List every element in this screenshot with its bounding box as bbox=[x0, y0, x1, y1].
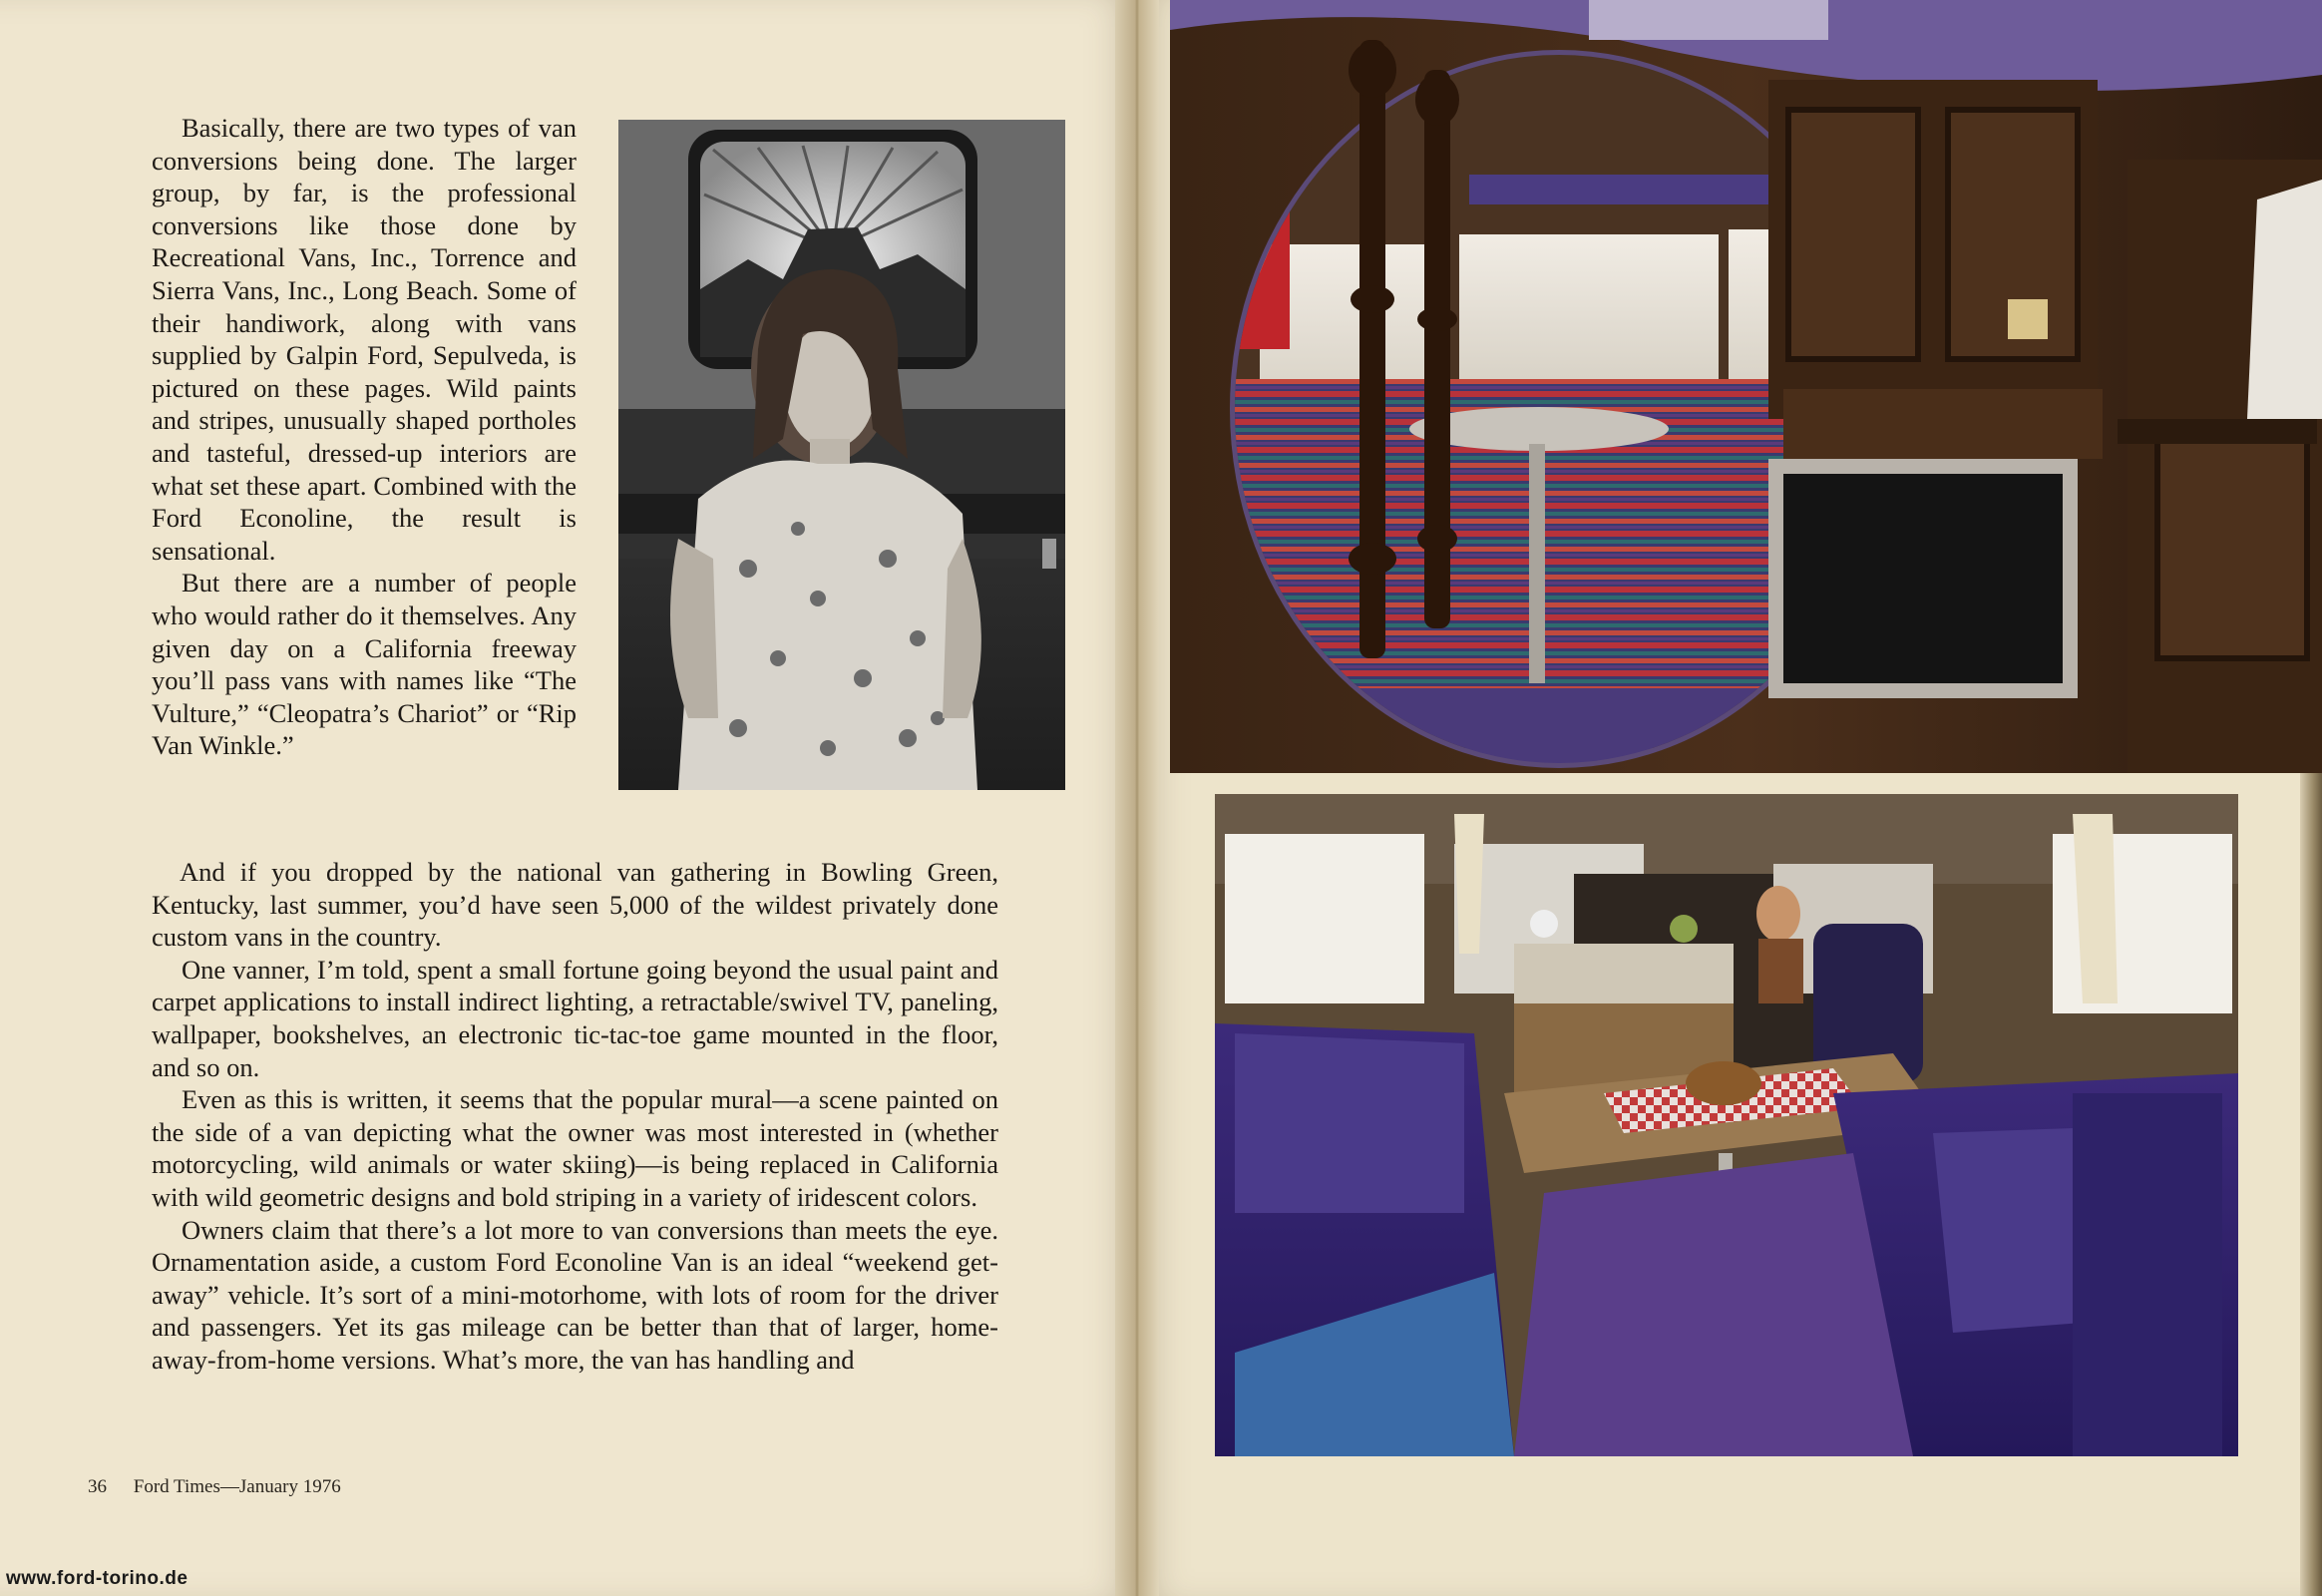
article-paragraph: Basically, there are two types of van conversions being done. The larger group, by far, is the professional conversions like those done by Recreational Vans, Inc., Torrence and Sierra Vans, Inc., Long Beach. Some of their handiwork, along with vans supplied by Galpin Ford, Sepulveda, is pictured on these pages. Wild paints and stripes, unusually shaped portholes and tasteful, dressed-up interiors are what set these apart. Combined with the Ford Econoline, the result is sensational. bbox=[152, 113, 577, 566]
photo-van-interior-porthole bbox=[1170, 0, 2322, 773]
article-paragraph: One vanner, I’m told, spent a small fortune going beyond the usual paint and carpet applications to install indirect lighting, a retractable/swivel TV, paneling, wallpaper, bookshelves, an electronic tic-tac-toe game mounted in the floor, and so on. bbox=[152, 954, 998, 1082]
photo-woman-with-van bbox=[618, 120, 1065, 790]
article-paragraph: But there are a number of people who would rather do it themselves. Any given day on a California freeway you’ll pass vans with names like “The Vulture,” “Cleopatra’s Chariot” or “Rip Van Winkle.” bbox=[152, 568, 577, 761]
publication-line: Ford Times—January 1976 bbox=[133, 1476, 341, 1497]
article-paragraph: Even as this is written, it seems that the popular mural—a scene painted on the side of a van depicting what the owner was most interested in (whether motorcycling, wild animals or water skiing)—is being replaced in California with wild geometric designs and bold striping in a variety of iridescent colors. bbox=[152, 1084, 998, 1212]
article-column-bottom bbox=[152, 856, 998, 1377]
source-watermark: www.ford-torino.de bbox=[6, 1568, 189, 1589]
article-paragraph: And if you dropped by the national van gathering in Bowling Green, Kentucky, last summer, you’d have seen 5,000 of the wildest privately done custom vans in the country. bbox=[152, 857, 998, 953]
article-paragraph: Owners claim that there’s a lot more to van conversions than meets the eye. Ornamentation aside, a custom Ford Econoline Van is an ideal “weekend get-away” vehicle. It’s sort of a mini-motorhome, with lots of room for the driver and passengers. Yet its gas mileage can be better than that of larger, home-away-from-home versions. What’s more, the van has handling and bbox=[152, 1214, 998, 1375]
page-footer bbox=[88, 1476, 341, 1498]
book-gutter bbox=[1115, 0, 1159, 1596]
page-number: 36 bbox=[88, 1476, 107, 1497]
article-column-top bbox=[152, 112, 577, 762]
photo-van-interior-dinette bbox=[1215, 794, 2238, 1456]
